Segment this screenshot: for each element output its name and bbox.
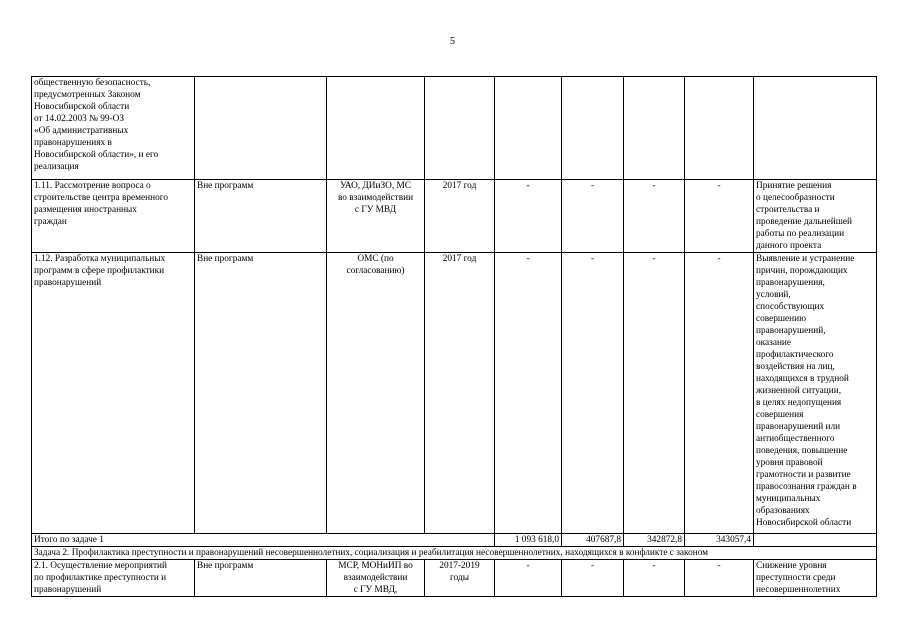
- table-row-continuation: [32, 77, 877, 180]
- table-row-task-2: [32, 547, 877, 560]
- measure-name: 2.1. Осуществление мероприятий по профилактике преступности и правонарушений: [32, 560, 195, 597]
- value-cell: -: [624, 180, 685, 253]
- measures-table: [31, 76, 877, 597]
- value-cell: -: [562, 180, 624, 253]
- table-row-total: [32, 534, 877, 547]
- table-row-1-11: [32, 180, 877, 253]
- total-value: 342872,8: [624, 534, 685, 547]
- result-cell: Снижение уровня преступности среди несовершеннолетних: [754, 560, 877, 597]
- result-cell: [754, 77, 877, 180]
- value-cell: -: [495, 560, 562, 597]
- value-cell: -: [685, 560, 754, 597]
- term-cell: [425, 77, 495, 180]
- total-value: 343057,4: [685, 534, 754, 547]
- task-heading: Задача 2. Профилактика преступности и правонарушений несовершеннолетних, социализация и реабилитация несовершеннолетних, находящихся в конфликте с законом: [32, 547, 877, 560]
- term-cell: 2017 год: [425, 180, 495, 253]
- measure-name: 1.12. Разработка муниципальных программ в сфере профилактики правонарушений: [32, 253, 195, 534]
- program-cell: Вне программ: [195, 253, 327, 534]
- value-cell: -: [562, 560, 624, 597]
- term-cell: 2017 год: [425, 253, 495, 534]
- value-cell: -: [685, 253, 754, 534]
- measure-name: 1.11. Рассмотрение вопроса о строительстве центра временного размещения иностранных граждан: [32, 180, 195, 253]
- page-number: 5: [450, 36, 455, 47]
- program-cell: [195, 77, 327, 180]
- executor-cell: [327, 77, 425, 180]
- value-cell: [624, 77, 685, 180]
- result-cell: Принятие решения о целесообразности строительства и проведение дальнейшей работы по реализации данного проекта: [754, 180, 877, 253]
- value-cell: [685, 77, 754, 180]
- total-value: 1 093 618,0: [495, 534, 562, 547]
- executor-cell: МСР, МОНиИП во взаимодействии с ГУ МВД,: [327, 560, 425, 597]
- value-cell: -: [624, 253, 685, 534]
- program-cell: Вне программ: [195, 560, 327, 597]
- result-cell: Выявление и устранение причин, порождающих правонарушения, условий, способствующих совершению правонарушений, оказание профилактического воздействия на лиц, находящихся в трудной жизненной ситуации, в целях недопущения совершения правонарушений или антиобщественного поведения, повышение уровня правовой грамотности и развитие правосознания граждан в муниципальных образованиях Новосибирской области: [754, 253, 877, 534]
- total-label: Итого по задаче 1: [32, 534, 495, 547]
- term-cell: 2017-2019 годы: [425, 560, 495, 597]
- value-cell: -: [495, 180, 562, 253]
- measure-name: общественную безопасность, предусмотренных Законом Новосибирской области от 14.02.2003 № 99-ОЗ «Об административных правонарушениях в Новосибирской области», и его реализация: [32, 77, 195, 180]
- value-cell: -: [562, 253, 624, 534]
- value-cell: -: [685, 180, 754, 253]
- value-cell: -: [495, 253, 562, 534]
- value-cell: -: [624, 560, 685, 597]
- value-cell: [495, 77, 562, 180]
- table-row-1-12: [32, 253, 877, 534]
- executor-cell: УАО, ДИиЗО, МС во взаимодействии с ГУ МВД: [327, 180, 425, 253]
- table-row-2-1: [32, 560, 877, 597]
- total-value: 407687,8: [562, 534, 624, 547]
- value-cell: [562, 77, 624, 180]
- program-cell: Вне программ: [195, 180, 327, 253]
- executor-cell: ОМС (по согласованию): [327, 253, 425, 534]
- result-cell: [754, 534, 877, 547]
